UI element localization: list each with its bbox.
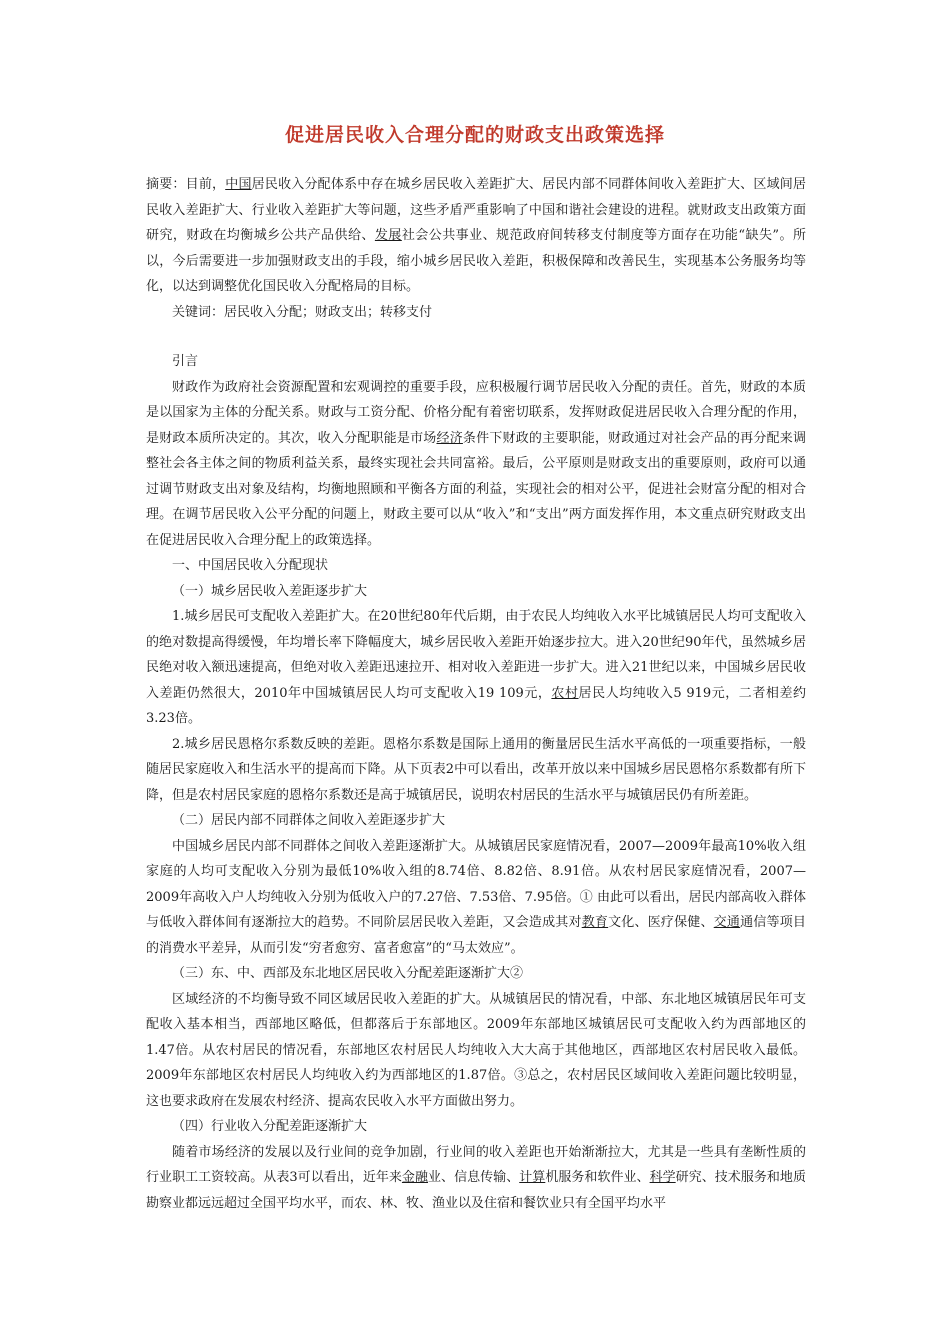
paragraph-text: 机服务和软件业、 xyxy=(545,1170,650,1185)
paragraph-urban-rural-income xyxy=(146,604,806,732)
paragraph-text: 居民人均纯收入5 919元，二者相差约3.23倍。 xyxy=(146,685,806,726)
link-computing[interactable]: 计算 xyxy=(519,1170,546,1185)
abstract-text: 社会公共事业、规范政府间转移支付制度等方面存在功能“缺失”。所以，今后需要进一步加强财政支出的手段，缩小城乡居民收入差距，积极保障和改善民生，实现基本公务服务均等化，以达到调整优化国民收入分配格局的目标。 xyxy=(146,228,806,294)
abstract-text: 摘要：目前， xyxy=(146,177,226,192)
paragraph-group-income xyxy=(146,834,806,962)
paragraph-text: 1.城乡居民可支配收入差距扩大。在20世纪80年代后期，由于农民人均纯收入水平比城镇居民人均可支配收入的绝对数提高得缓慢，年均增长率下降幅度大，城乡居民收入差距开始逐步拉大。进入20世纪90年代，虽然城乡居民绝对收入额迅速提高，但绝对收入差距迅速拉开、相对收入差距进一步扩大。进入21世纪以来，中国城乡居民收入差距仍然很大，2010年中国城镇居民人均可支配收入19 109元， xyxy=(146,609,806,701)
paragraph-text: 文化、医疗保健、 xyxy=(608,915,714,930)
link-finance[interactable]: 金融 xyxy=(401,1170,428,1185)
subsection-heading-2: （二）居民内部不同群体之间收入差距逐步扩大 xyxy=(172,813,446,828)
section-heading-1: 一、中国居民收入分配现状 xyxy=(172,558,329,573)
intro-text: 条件下财政的主要职能，财政通过对社会产品的再分配来调整社会各主体之间的物质利益关系，最终实现社会共同富裕。最后，公平原则是财政支出的重要原则，政府可以通过调节财政支出对象及结构，均衡地照顾和平衡各方面的利益，实现社会的相对公平，促进社会财富分配的相对合理。在调节居民收入公平分配的问题上，财政主要可以从“收入”和“支出”两方面发挥作用，本文重点研究财政支出在促进居民收入合理分配上的政策选择。 xyxy=(146,430,806,548)
abstract-paragraph xyxy=(146,172,806,300)
paragraph-text: 业、信息传输、 xyxy=(428,1170,520,1185)
spacer xyxy=(146,325,806,349)
link-china[interactable]: 中国 xyxy=(225,177,252,192)
link-education[interactable]: 教育 xyxy=(581,915,609,930)
link-transport[interactable]: 交通 xyxy=(713,915,741,930)
paragraph-regional-income: 区域经济的不均衡导致不同区域居民收入差距的扩大。从城镇居民的情况看，中部、东北地区城镇居民年可支配收入基本相当，西部地区略低，但都落后于东部地区。2009年东部地区城镇居民可支配收入约为西部地区的1.47倍。从农村居民的情况看，东部地区农村居民人均纯收入大大高于其他地区，西部地区农村居民收入最低。2009年东部地区农村居民人均纯收入约为西部地区的1.87倍。③总之，农村居民区域间收入差距问题比较明显，这也要求政府在发展农村经济、提高农民收入水平方面做出努力。 xyxy=(146,991,806,1109)
paragraph-industry-income xyxy=(146,1140,806,1217)
link-economy[interactable]: 经济 xyxy=(436,430,463,446)
paragraph-engel-coefficient: 2.城乡居民恩格尔系数反映的差距。恩格尔系数是国际上通用的衡量居民生活水平高低的一项重要指标，一般随居民家庭收入和生活水平的提高而下降。从下页表2中可以看出，改革开放以来中国城乡居民恩格尔系数都有所下降，但是农村居民家庭的恩格尔系数还是高于城镇居民，说明农村居民的生活水平与城镇居民仍有所差距。 xyxy=(146,736,806,803)
abstract-text: 居民收入分配体系中存在城乡居民收入差距扩大、居民内部不同群体间收入差距扩大、区域间居民收入差距扩大、行业收入差距扩大等问题，这些矛盾严重影响了中国和谐社会建设的进程。就财政支出政策方面研究，财政在均衡城乡公共产品供给、 xyxy=(146,177,806,243)
paragraph-text: 中国城乡居民内部不同群体之间收入差距逐渐扩大。从城镇居民家庭情况看，2007—2009年最高10%收入组家庭的人均可支配收入分别为最低10%收入组的8.74倍、8.82倍、8.91倍。从农村居民家庭情况看，2007—2009年高收入户人均纯收入分别为低收入户的7.27倍、7.53倍、7.95倍。① 由此可以看出，居民内部高收入群体与低收入群体间有逐渐拉大的趋势。不同阶层居民收入差距，又会造成其对 xyxy=(146,838,806,930)
paragraph-text: 随着市场经济的发展以及行业间的竞争加剧，行业间的收入差距也开始渐渐拉大，尤其是一些具有垄断性质的行业职工工资较高。从表3可以看出，近年来 xyxy=(146,1144,806,1185)
keywords: 关键词：居民收入分配；财政支出；转移支付 xyxy=(172,304,433,320)
document-body xyxy=(146,172,806,1216)
subsection-heading-3: （三）东、中、西部及东北地区居民收入分配差距逐渐扩大② xyxy=(172,966,524,981)
paragraph-text: 研究、技术服务和地质勘察业都远远超过全国平均水平，而农、林、牧、渔业以及住宿和餐饮业只有全国平均水平 xyxy=(146,1170,806,1211)
link-rural[interactable]: 农村 xyxy=(551,685,579,701)
link-science[interactable]: 科学 xyxy=(649,1170,676,1185)
link-development[interactable]: 发展 xyxy=(374,228,402,243)
intro-heading: 引言 xyxy=(172,354,199,369)
paragraph-text: 通信等项目的消费水平差异，从而引发“穷者愈穷、富者愈富”的“马太效应”。 xyxy=(146,915,806,956)
subsection-heading-4: （四）行业收入分配差距逐渐扩大 xyxy=(172,1119,368,1134)
intro-paragraph xyxy=(146,375,806,554)
intro-text: 财政作为政府社会资源配置和宏观调控的重要手段，应积极履行调节居民收入分配的责任。首先，财政的本质是以国家为主体的分配关系。财政与工资分配、价格分配有着密切联系，发挥财政促进居民收入合理分配的作用，是财政本质所决定的。其次，收入分配职能是市场 xyxy=(146,379,806,446)
subsection-heading-1: （一）城乡居民收入差距逐步扩大 xyxy=(172,583,368,599)
document-title: 促进居民收入合理分配的财政支出政策选择 xyxy=(284,124,665,146)
